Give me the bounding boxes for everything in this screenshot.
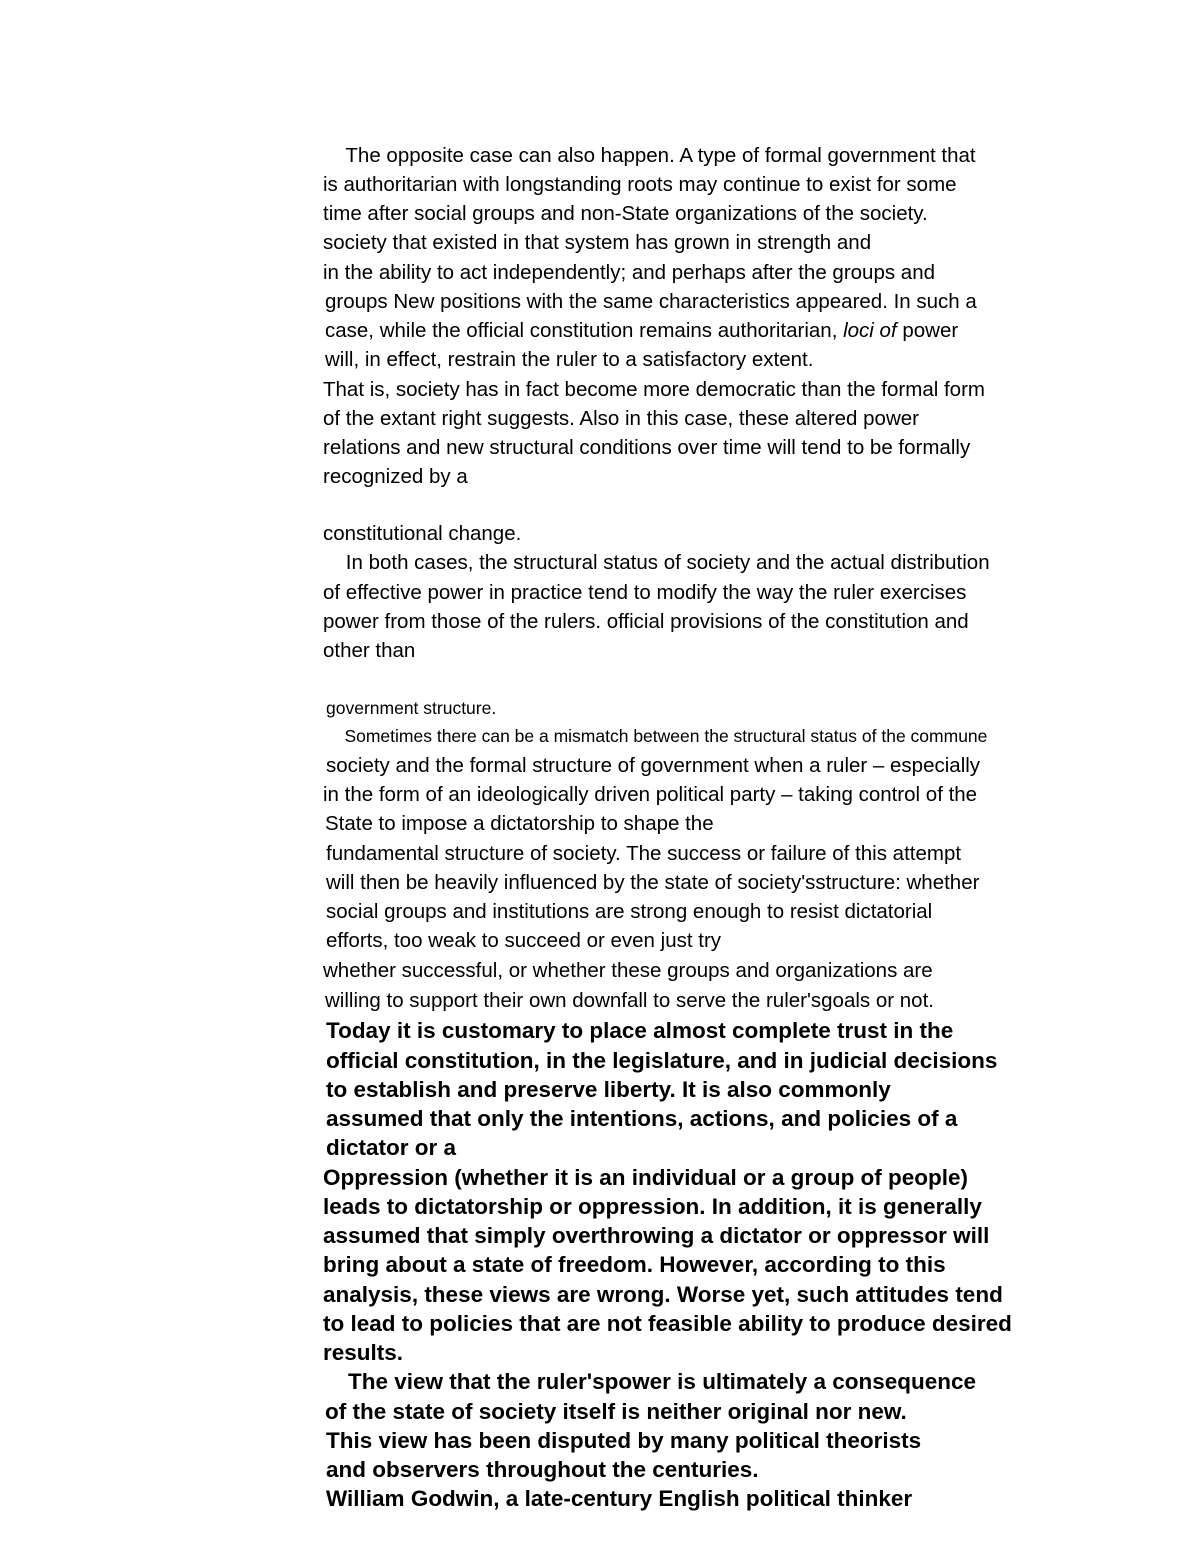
text-line: will, in effect, restrain the ruler to a satisfactory extent. [325,348,814,371]
text-line: in the form of an ideologically driven political party – taking control of the [323,783,978,806]
text-line: society and the formal structure of government when a ruler – especially [326,754,981,777]
text-line: groups New positions with the same characteristics appeared. In such a [325,290,977,313]
text-line: relations and new structural conditions over time will tend to be formally [323,436,971,459]
text-line: social groups and institutions are strong enough to resist dictatorial [326,900,933,923]
text-line: in the ability to act independently; and perhaps after the groups and [323,261,936,284]
text-line: and observers throughout the centuries. [326,1457,759,1482]
text-line: will then be heavily influenced by the state of society'sstructure: whether [326,871,980,894]
text-line: results. [323,1340,404,1365]
text-line: of the extant right suggests. Also in this case, these altered power [323,407,919,430]
text-line: William Godwin, a late-century English political thinker [326,1486,913,1511]
text-line: is authoritarian with longstanding roots may continue to exist for some [323,173,957,196]
text-line: assumed that simply overthrowing a dictator or oppressor will [323,1223,990,1248]
text-line: leads to dictatorship or oppression. In addition, it is generally [323,1194,982,1219]
text-line: other than [323,639,416,662]
text-line: bring about a state of freedom. However, according to this [323,1252,946,1277]
text-line: State to impose a dictatorship to shape the [325,812,714,835]
italic-text: loci of [843,319,897,342]
text-line: efforts, too weak to succeed or even just try [326,929,722,952]
text-line: The opposite case can also happen. A type of formal government that [323,144,976,167]
text-line [325,318,958,344]
text-line: government structure. [326,698,497,718]
text-line: recognized by a [323,465,468,488]
text-line: fundamental structure of society. The success or failure of this attempt [326,842,962,865]
text-line: dictator or a [326,1135,457,1160]
text-line: to establish and preserve liberty. It is also commonly [326,1077,891,1102]
text-run: case, while the official constitution remains authoritarian, [325,319,844,342]
text-line: Sometimes there can be a mismatch between the structural status of the commune [325,726,988,746]
text-line: whether successful, or whether these groups and organizations are [323,959,933,982]
text-line: assumed that only the intentions, actions, and policies of a [326,1106,958,1131]
text-line: constitutional change. [323,522,522,545]
text-line: Oppression (whether it is an individual or a group of people) [323,1165,969,1190]
text-run: power [896,319,959,342]
text-line: analysis, these views are wrong. Worse yet, such attitudes tend [323,1282,1003,1307]
text-line: power from those of the rulers. official provisions of the constitution and [323,610,969,633]
text-line: Today it is customary to place almost complete trust in the [326,1018,954,1043]
text-line: That is, society has in fact become more democratic than the formal form [323,378,985,401]
text-line: The view that the ruler'spower is ultimately a consequence [323,1369,977,1394]
text-line: willing to support their own downfall to serve the ruler'sgoals or not. [325,989,934,1012]
text-line: of effective power in practice tend to modify the way the ruler exercises [323,581,967,604]
text-line: official constitution, in the legislature, and in judicial decisions [326,1048,998,1073]
text-line: time after social groups and non-State organizations of the society. [323,202,928,225]
text-line: In both cases, the structural status of society and the actual distribution [323,551,990,574]
text-line: This view has been disputed by many political theorists [326,1428,922,1453]
text-line: society that existed in that system has grown in strength and [323,231,872,254]
text-line: of the state of society itself is neither original nor new. [325,1399,907,1424]
text-line: to lead to policies that are not feasible ability to produce desired [323,1311,1012,1336]
